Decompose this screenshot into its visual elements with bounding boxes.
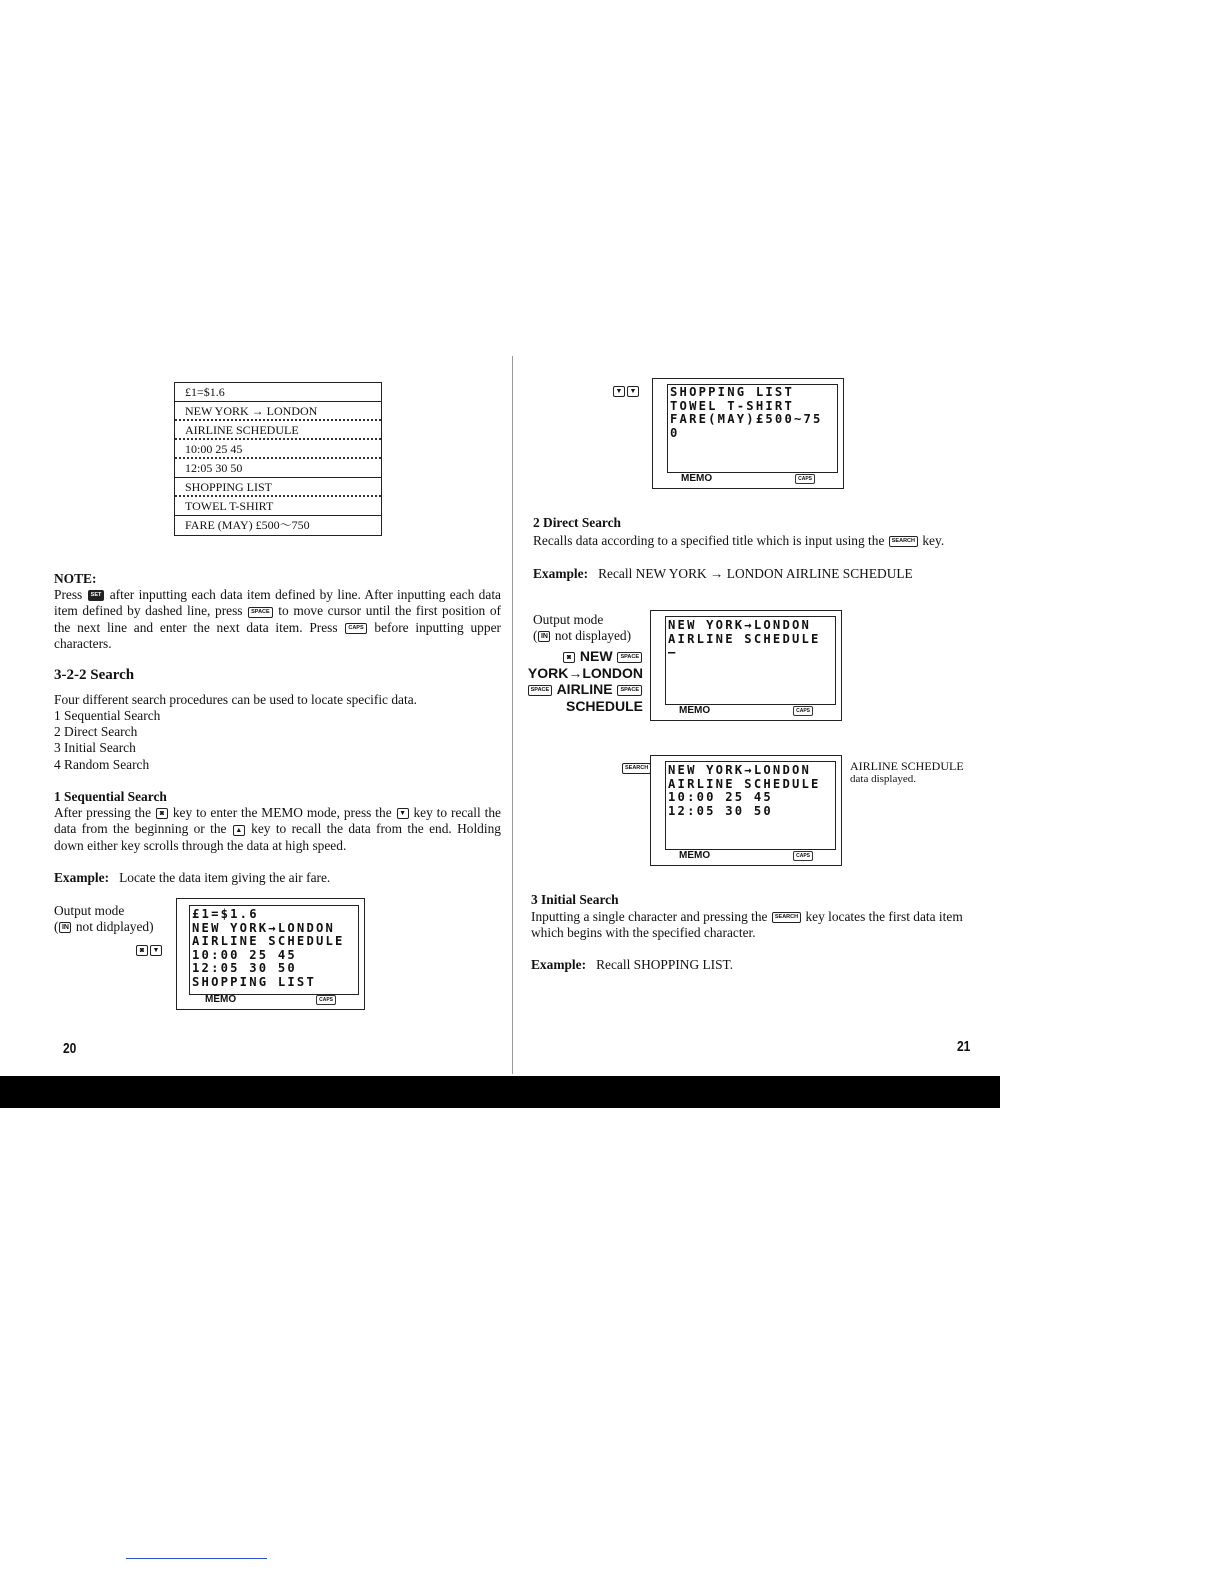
lcd-status-bar <box>177 994 364 1006</box>
example-line: Example: Recall SHOPPING LIST. <box>531 957 734 972</box>
memo-indicator: MEMO <box>679 850 711 861</box>
lcd-status-bar <box>651 850 841 862</box>
memo-indicator: MEMO <box>205 994 237 1005</box>
memo-key-icon: ◙ <box>156 808 168 819</box>
key-sequence <box>621 759 652 777</box>
memo-key-icon: ◙ <box>136 945 148 956</box>
space-key-icon: SPACE <box>248 607 273 618</box>
list-item: 4 Random Search <box>54 757 150 772</box>
section-heading: 3-2-2 Search <box>54 667 135 683</box>
set-key-icon: SET <box>88 590 105 601</box>
down-key-icon: ▼ <box>150 945 162 956</box>
table-row: SHOPPING LIST <box>175 478 381 497</box>
space-key-icon: SPACE <box>617 652 642 663</box>
lcd-text: SHOPPING LIST TOWEL T-SHIRT FARE(MAY)£500~75 0 <box>670 385 823 440</box>
memo-indicator: MEMO <box>681 473 713 484</box>
section-intro: Four different search procedures can be used to locate specific data. <box>54 692 417 707</box>
lcd-text: NEW YORK→LONDON AIRLINE SCHEDULE – <box>668 618 821 660</box>
note-paragraph: Press SET after inputting each data item defined by line. After inputting each data item defined by dashed line, press SPACE to move cursor until the first position of the next line and enter the next data item. Press CAPS before inputting upper characters. <box>54 587 501 651</box>
example-line: Example: Recall NEW YORK → LONDON AIRLINE SCHEDULE <box>533 566 913 581</box>
lcd-screen <box>176 898 365 1010</box>
page-edge-bar <box>0 1076 1000 1108</box>
list-item: 1 Sequential Search <box>54 708 161 723</box>
lcd-status-bar <box>653 473 843 485</box>
output-mode-label: Output mode <box>533 612 604 627</box>
up-key-icon: ▲ <box>233 825 245 836</box>
table-row: FARE (MAY) £500～750 <box>185 518 310 532</box>
note-heading: NOTE: <box>54 571 97 586</box>
caps-indicator: CAPS <box>795 474 815 484</box>
lcd-text: NEW YORK→LONDON AIRLINE SCHEDULE 10:00 25 45 12:05 30 50 <box>668 763 821 818</box>
caps-key-icon: CAPS <box>345 623 366 634</box>
search-key-icon: SEARCH <box>622 763 651 774</box>
initial-paragraph: Inputting a single character and pressing the SEARCH key locates the first data item which begins with the specified character. <box>531 909 963 941</box>
caps-indicator: CAPS <box>793 706 813 716</box>
search-key-icon: SEARCH <box>772 912 801 923</box>
in-key-icon: IN <box>538 631 550 642</box>
table-row: NEW YORK → LONDON <box>175 402 381 421</box>
caps-indicator: CAPS <box>793 851 813 861</box>
table-row: AIRLINE SCHEDULE <box>175 421 381 440</box>
page-number: 21 <box>957 1038 971 1055</box>
example-line: Example: Locate the data item giving the air fare. <box>54 870 331 885</box>
down-key-icon: ▼ <box>397 808 409 819</box>
table-row: TOWEL T-SHIRT <box>175 497 381 516</box>
lcd-screen <box>650 755 842 866</box>
key-input-sequence: ◙ NEW SPACE YORK→LONDON SPACE AIRLINE SPACE SCHEDULE <box>527 648 643 714</box>
lcd-status-bar <box>651 705 841 717</box>
sequential-paragraph: After pressing the ◙ key to enter the MEMO mode, press the ▼ key to recall the data from the beginning or the ▲ key to recall the data from the end. Holding down either key scrolls through the data at high speed. <box>54 805 501 853</box>
footer-rule <box>126 1558 267 1559</box>
key-sequence <box>135 941 163 959</box>
list-item: 3 Initial Search <box>54 740 136 755</box>
space-key-icon: SPACE <box>617 685 642 696</box>
data-table <box>174 382 382 536</box>
page-divider <box>512 356 513 1074</box>
direct-paragraph: Recalls data according to a specified title which is input using the SEARCH key. <box>533 533 945 548</box>
memo-key-icon: ◙ <box>563 652 575 663</box>
down-key-icon: ▼ <box>627 386 639 397</box>
initial-heading: 3 Initial Search <box>531 892 619 907</box>
in-key-icon: IN <box>59 922 71 933</box>
list-item: 2 Direct Search <box>54 724 138 739</box>
lcd-text: £1=$1.6 NEW YORK→LONDON AIRLINE SCHEDULE 10:00 25 45 12:05 30 50 SHOPPING LIST <box>192 907 345 989</box>
table-row: 10:00 25 45 <box>175 440 381 459</box>
output-mode-label: Output mode <box>54 903 125 918</box>
down-key-icon: ▼ <box>613 386 625 397</box>
side-note: AIRLINE SCHEDULE data displayed. <box>850 759 964 785</box>
caps-indicator: CAPS <box>316 995 336 1005</box>
page-number: 20 <box>63 1040 77 1057</box>
search-key-icon: SEARCH <box>889 536 918 547</box>
lcd-screen <box>652 378 844 489</box>
lcd-screen <box>650 610 842 721</box>
space-key-icon: SPACE <box>528 685 553 696</box>
table-row: 12:05 30 50 <box>175 459 381 478</box>
output-mode-note: ( IN not didplayed) <box>54 919 154 934</box>
key-sequence <box>612 382 640 400</box>
direct-heading: 2 Direct Search <box>533 515 622 530</box>
table-row: £1=$1.6 <box>175 383 381 402</box>
output-mode-note: ( IN not displayed) <box>533 628 632 643</box>
sequential-heading: 1 Sequential Search <box>54 789 167 804</box>
memo-indicator: MEMO <box>679 705 711 716</box>
